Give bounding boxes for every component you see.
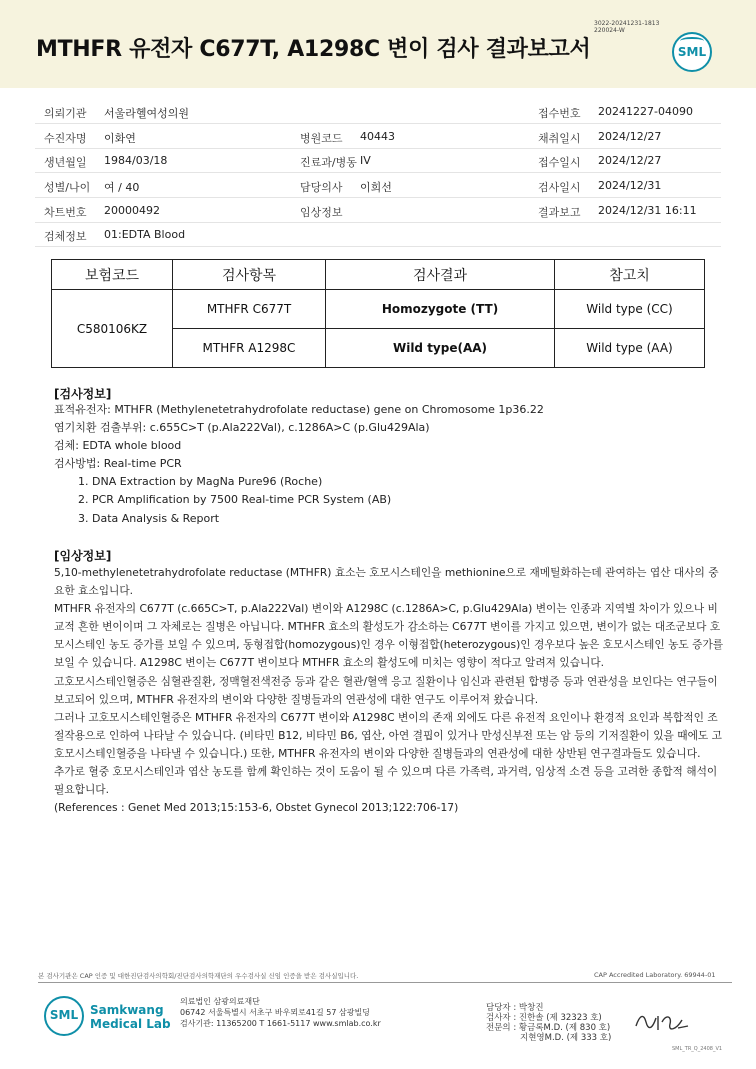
test-info-line: 검사방법: Real-time PCR bbox=[54, 457, 182, 471]
signatories bbox=[486, 1003, 611, 1043]
collection-date-label: 채취일시 bbox=[538, 132, 581, 145]
results-table bbox=[51, 259, 705, 368]
address-line: 검사기관: 11365200 T 1661-5117 www.smlab.co.kr bbox=[180, 1019, 381, 1028]
birth-value: 1984/03/18 bbox=[104, 154, 168, 167]
divider bbox=[35, 222, 721, 223]
reference-cell: Wild type (AA) bbox=[555, 329, 705, 368]
report-header bbox=[0, 0, 756, 88]
document-number bbox=[594, 20, 659, 34]
receipt-no-value: 20241227-04090 bbox=[598, 105, 693, 118]
divider bbox=[35, 197, 721, 198]
specimen-label: 검체정보 bbox=[44, 230, 87, 243]
result-cell: Wild type(AA) bbox=[326, 329, 555, 368]
divider bbox=[35, 123, 721, 124]
footer-divider bbox=[38, 982, 732, 983]
sml-logo-icon bbox=[672, 32, 712, 72]
doctor-value: 이희선 bbox=[360, 181, 392, 194]
cap-accreditation: CAP Accredited Laboratory. 69944-01 bbox=[594, 971, 716, 979]
test-item-cell: MTHFR A1298C bbox=[173, 329, 326, 368]
reference-cell: Wild type (CC) bbox=[555, 290, 705, 329]
dept-label: 진료과/병동 bbox=[300, 156, 357, 169]
clinical-paragraph: 추가로 혈중 호모시스테인과 엽산 농도를 함께 확인하는 것이 도움이 될 수 있으며 다른 가족력, 과거력, 임상적 소견 등을 고려한 종합적 해석이 필요합니다. bbox=[54, 765, 718, 797]
lab-address bbox=[180, 996, 381, 1029]
signatory-line: 지현영M.D. (제 333 호) bbox=[520, 1033, 612, 1043]
clinical-info-label: 임상정보 bbox=[300, 206, 343, 219]
form-code: SML_TR_Q_2408_V1 bbox=[672, 1046, 723, 1052]
chart-no-value: 20000492 bbox=[104, 204, 160, 217]
specimen-value: 01:EDTA Blood bbox=[104, 228, 186, 241]
col-header-insurance-code: 보험코드 bbox=[52, 260, 173, 290]
test-date-value: 2024/12/31 bbox=[598, 179, 662, 192]
dept-value: IV bbox=[360, 154, 371, 167]
test-info-step: 3. Data Analysis & Report bbox=[78, 511, 220, 525]
chart-no-label: 차트번호 bbox=[44, 206, 87, 219]
patient-name-value: 이화연 bbox=[104, 132, 136, 145]
col-header-test-item: 검사항목 bbox=[173, 260, 326, 290]
clinical-paragraph: 고호모시스테인혈증은 심혈관질환, 정맥혈전색전증 등과 같은 혈관/혈액 응고 질환이나 임신과 관련된 합병증 등과 연관성을 보인다는 연구들이 보고되어 있으며, MTHFR 유전자의 변이와 다양한 질병들과의 연관성에 대한 연구도 이루어져 왔습니다. bbox=[54, 674, 718, 706]
logo-text: SML bbox=[49, 1008, 79, 1022]
col-header-result: 검사결과 bbox=[326, 260, 555, 290]
report-title: MTHFR 유전자 C677T, A1298C 변이 검사 결과보고서 bbox=[36, 37, 591, 62]
col-header-reference: 참고치 bbox=[555, 260, 705, 290]
table-header-row bbox=[52, 260, 705, 290]
brand-line-1: Samkwang bbox=[90, 1003, 164, 1017]
clinical-info-body bbox=[54, 564, 724, 817]
clinical-paragraph: MTHFR 유전자의 C677T (c.665C>T, p.Ala222Val) 변이와 A1298C (c.1286A>C, p.Glu429Ala) 변이는 인종과 지역별 차이가 있으나 비교적 흔한 변이이며 그 자체로는 질병은 아닙니다. MTHFR 효소의 활성도가 감소하는 C677T 변이를 가지고 있으면, 변이가 없는 대조군보다 호모시스테인 농도 증가를 보일 수 있으며, 동형접합(homozygous)인 경우 이형접합(heterozygous)인 경우보다 높은 호모시스테인 농도 증가를 보일 수 있습니다. A1298C 변이는 C677T 변이보다 MTHFR 효소의 활성도에 미치는 영향이 적다고 알려져 있습니다. bbox=[54, 602, 724, 670]
handwritten-signature-icon bbox=[632, 1008, 692, 1034]
patient-name-label: 수진자명 bbox=[44, 132, 87, 145]
divider bbox=[35, 148, 721, 149]
receipt-no-label: 접수번호 bbox=[538, 107, 581, 120]
result-cell: Homozygote (TT) bbox=[326, 290, 555, 329]
collection-date-value: 2024/12/27 bbox=[598, 130, 662, 143]
clinical-paragraph: 5,10-methylenetetrahydrofolate reductase (MTHFR) 효소는 호모시스테인을 methionine으로 재메틸화하는데 관여하는 엽산 대사의 중요한 효소입니다. bbox=[54, 566, 719, 598]
accreditation-notice: 본 검사기관은 CAP 인증 및 대한진단검사의학회/진단검사의학재단의 우수검사실 신임 인증을 받은 검사실입니다. bbox=[38, 972, 359, 980]
insurance-code-cell: C580106KZ bbox=[52, 290, 173, 368]
signatory-line: 전문의 : 황금록M.D. (제 830 호) bbox=[486, 1023, 611, 1033]
divider bbox=[35, 172, 721, 173]
hospital-code-label: 병원코드 bbox=[300, 132, 343, 145]
test-info-line: 염기치환 검출부위: c.655C>T (p.Ala222Val), c.1286A>C (p.Glu429Ala) bbox=[54, 421, 430, 435]
test-item-cell: MTHFR C677T bbox=[173, 290, 326, 329]
sex-age-label: 성별/나이 bbox=[44, 181, 91, 194]
address-line: 06742 서울특별시 서초구 바우뫼로41길 57 삼광빌딩 bbox=[180, 1008, 370, 1017]
address-line: 의료법인 삼광의료재단 bbox=[180, 997, 260, 1006]
report-date-label: 결과보고 bbox=[538, 206, 581, 219]
logo-text: SML bbox=[677, 45, 707, 59]
signatory-line: 검사자 : 진한솔 (제 32323 호) bbox=[486, 1013, 602, 1023]
test-info-title: [검사정보] bbox=[54, 387, 112, 401]
test-date-label: 검사일시 bbox=[538, 181, 581, 194]
hospital-code-value: 40443 bbox=[360, 130, 395, 143]
birth-label: 생년월일 bbox=[44, 156, 87, 169]
table-row bbox=[52, 290, 705, 329]
test-info-step: 2. PCR Amplification by 7500 Real-time PCR System (AB) bbox=[78, 493, 392, 507]
sex-age-value: 여 / 40 bbox=[104, 181, 140, 194]
report-date-value: 2024/12/31 16:11 bbox=[598, 204, 697, 217]
doc-number-line-1: 3022-20241231-1813 bbox=[594, 20, 660, 27]
clinical-info-title: [임상정보] bbox=[54, 549, 112, 563]
test-info-body bbox=[54, 401, 544, 528]
brand-line-2: Medical Lab bbox=[90, 1017, 171, 1031]
test-info-line: 검체: EDTA whole blood bbox=[54, 439, 182, 453]
brand-name bbox=[90, 1003, 171, 1031]
receipt-date-value: 2024/12/27 bbox=[598, 154, 662, 167]
receipt-date-label: 접수일시 bbox=[538, 156, 581, 169]
test-info-step: 1. DNA Extraction by MagNa Pure96 (Roche) bbox=[78, 475, 323, 489]
doc-number-line-2: 220024-W bbox=[594, 27, 625, 34]
institution-label: 의뢰기관 bbox=[44, 107, 87, 120]
sml-footer-logo-icon bbox=[44, 996, 88, 1040]
clinical-paragraph: 그러나 고호모시스테인혈증은 MTHFR 유전자의 C677T 변이와 A1298C 변이의 존재 외에도 다른 유전적 요인이나 환경적 요인과 복합적인 조절작용으로 인하여 나타날 수 있습니다. (비타민 B12, 비타민 B6, 엽산, 아연 결핍이 있거나 만성신부전 또는 암 등의 기저질환이 있을 때에도 고호모시스테인혈증을 나타낼 수 있습니다.) 또한, MTHFR 유전자의 변이와 다양한 질병들과의 연관성에 대한 상반된 연구결과들도 있습니다. bbox=[54, 710, 722, 760]
doctor-label: 담당의사 bbox=[300, 181, 343, 194]
divider bbox=[35, 246, 721, 247]
references: (References : Genet Med 2013;15:153-6, Obstet Gynecol 2013;122:706-17) bbox=[54, 801, 459, 815]
institution-value: 서울라헬여성의원 bbox=[104, 107, 190, 120]
test-info-line: 표적유전자: MTHFR (Methylenetetrahydrofolate reductase) gene on Chromosome 1p36.22 bbox=[54, 403, 544, 416]
signatory-line: 담당자 : 박창진 bbox=[486, 1003, 544, 1013]
